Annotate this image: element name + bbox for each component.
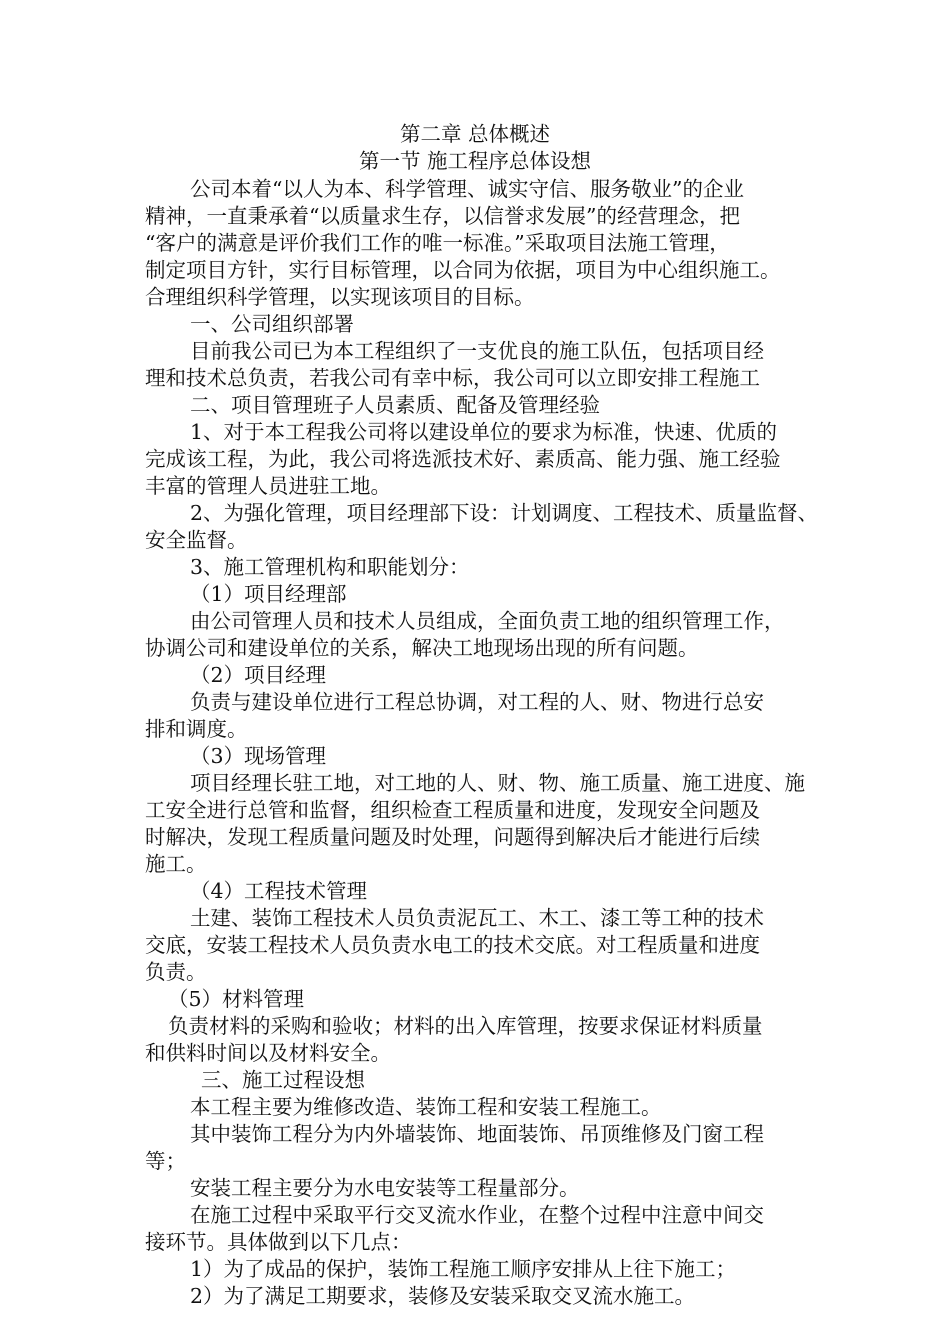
paragraph-line: 安全监督。 [145,528,248,552]
paragraph-line: 合理组织科学管理，以实现该项目的目标。 [145,285,535,309]
heading-line: （3）现场管理 [190,744,327,768]
paragraph-line: 土建、装饰工程技术人员负责泥瓦工、木工、漆工等工种的技术 [190,906,764,930]
paragraph-line: 和供料时间以及材料安全。 [145,1041,391,1065]
list-item: 1）为了成品的保护，装饰工程施工顺序安排从上往下施工； [190,1257,737,1281]
paragraph-line: 1、对于本工程我公司将以建设单位的要求为标准，快速、优质的 [190,420,778,444]
paragraph-line: 负责与建设单位进行工程总协调，对工程的人、财、物进行总安 [190,690,764,714]
heading-line: （1）项目经理部 [190,582,347,606]
list-item: 2）为了满足工期要求，装修及安装采取交叉流水施工。 [190,1284,696,1308]
paragraph-line: 2、为强化管理，项目经理部下设：计划调度、工程技术、质量监督、 [190,501,819,525]
paragraph-line: 等； [145,1149,186,1173]
paragraph-line: 完成该工程，为此，我公司将选派技术好、素质高、能力强、施工经验 [145,447,781,471]
paragraph-line: 时解决，发现工程质量问题及时处理，问题得到解决后才能进行后续 [145,825,760,849]
paragraph-line: 安装工程主要分为水电安装等工程量部分。 [190,1176,580,1200]
paragraph-line: 精神，一直秉承着“以质量求生存，以信誉求发展”的经营理念，把 [145,204,740,228]
paragraph-line: 公司本着“以人为本、科学管理、诚实守信、服务敬业”的企业 [190,177,744,201]
heading-line: 三、施工过程设想 [201,1068,365,1092]
chapter-title: 第二章 总体概述 [399,122,551,146]
heading-line: （4）工程技术管理 [190,879,368,903]
paragraph-line: “客户的满意是评价我们工作的唯一标准。”采取项目法施工管理， [145,231,730,255]
heading-line: （5）材料管理 [168,987,305,1011]
paragraph-line: 排和调度。 [145,717,248,741]
paragraph-line: 施工。 [145,852,207,876]
paragraph-line: 其中装饰工程分为内外墙装饰、地面装饰、吊顶维修及门窗工程 [190,1122,764,1146]
paragraph-line: 交底，安装工程技术人员负责水电工的技术交底。对工程质量和进度 [145,933,760,957]
paragraph-line: 负责。 [145,960,207,984]
paragraph-line: 工安全进行总管和监督，组织检查工程质量和进度，发现安全问题及 [145,798,760,822]
paragraph-line: 理和技术总负责，若我公司有幸中标，我公司可以立即安排工程施工 [145,366,760,390]
paragraph-line: 制定项目方针，实行目标管理，以合同为依据，项目为中心组织施工。 [145,258,781,282]
heading-line: 一、公司组织部署 [190,312,354,336]
paragraph-line: 由公司管理人员和技术人员组成，全面负责工地的组织管理工作， [190,609,785,633]
section-title: 第一节 施工程序总体设想 [358,149,592,173]
heading-line: （2）项目经理 [190,663,327,687]
paragraph-line: 项目经理长驻工地，对工地的人、财、物、施工质量、施工进度、施 [190,771,805,795]
paragraph-line: 目前我公司已为本工程组织了一支优良的施工队伍，包括项目经 [190,339,764,363]
paragraph-line: 协调公司和建设单位的关系，解决工地现场出现的所有问题。 [145,636,699,660]
paragraph-line: 丰富的管理人员进驻工地。 [145,474,391,498]
heading-line: 二、项目管理班子人员素质、配备及管理经验 [190,393,600,417]
paragraph-line: 3、施工管理机构和职能划分： [190,555,470,579]
paragraph-line: 在施工过程中采取平行交叉流水作业，在整个过程中注意中间交 [190,1203,764,1227]
paragraph-line: 本工程主要为维修改造、装饰工程和安装工程施工。 [190,1095,662,1119]
paragraph-line: 接环节。具体做到以下几点： [145,1230,412,1254]
paragraph-line: 负责材料的采购和验收；材料的出入库管理，按要求保证材料质量 [168,1014,763,1038]
